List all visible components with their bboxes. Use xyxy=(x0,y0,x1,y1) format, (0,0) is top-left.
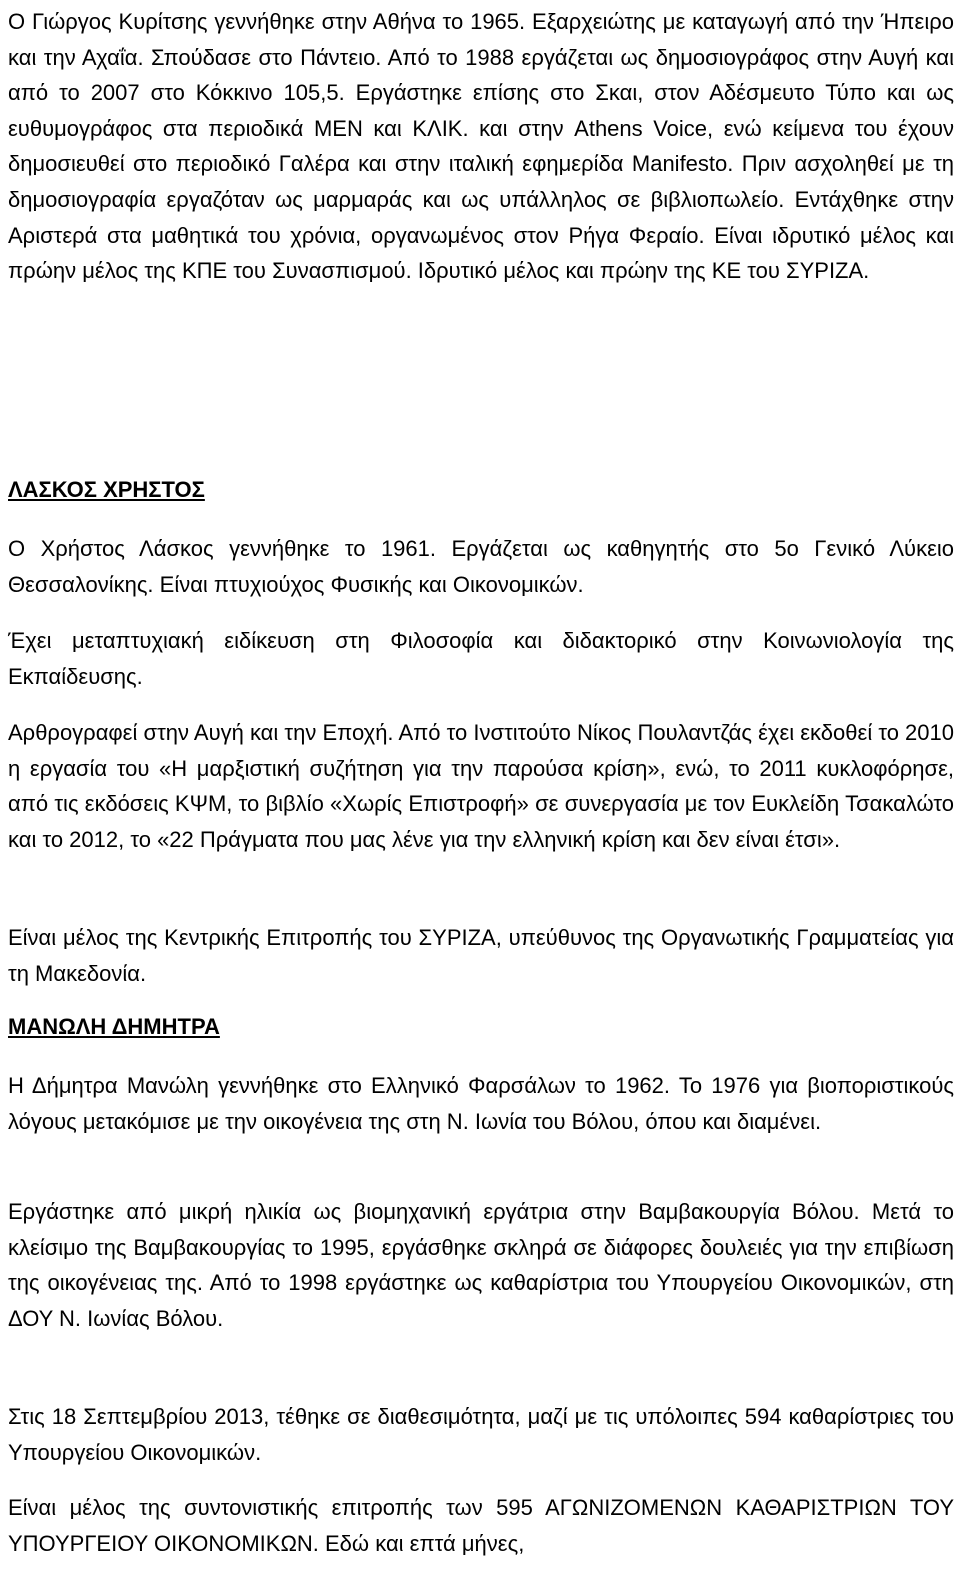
bio-laskos-paragraph-1: Ο Χρήστος Λάσκος γεννήθηκε το 1961. Εργάζεται ως καθηγητής στο 5ο Γενικό Λύκειο Θεσσαλονίκης. Είναι πτυχιούχος Φυσικής και Οικονομικών. xyxy=(8,536,954,597)
heading-laskos: ΛΑΣΚΟΣ ΧΡΗΣΤΟΣ xyxy=(8,477,205,502)
bio-manoli-paragraph-1: Η Δήμητρα Μανώλη γεννήθηκε στο Ελληνικό Φαρσάλων το 1962. Το 1976 για βιοποριστικούς λόγους μετακόμισε με την οικογένεια της στη Ν. Ιωνία του Βόλου, όπου και διαμένει. xyxy=(8,1073,954,1134)
heading-manoli: ΜΑΝΩΛΗ ΔΗΜΗΤΡΑ xyxy=(8,1014,220,1039)
bio-manoli-paragraph-2: Εργάστηκε από μικρή ηλικία ως βιομηχανική εργάτρια στην Βαμβακουργία Βόλου. Μετά το κλείσιμο της Βαμβακουργίας το 1995, εργάσθηκε σκληρά σε διάφορες δουλειές για την επιβίωση της οικογένειας της. Από το 1998 εργάστηκε ως καθαρίστρια του Υπουργείου Οικονομικών, στη ΔΟΥ Ν. Ιωνίας Βόλου. xyxy=(8,1199,954,1331)
bio-manoli-paragraph-4: Είναι μέλος της συντονιστικής επιτροπής των 595 ΑΓΩΝΙΖΟΜΕΝΩΝ ΚΑΘΑΡΙΣΤΡΙΩΝ ΤΟΥ ΥΠΟΥΡΓΕΙΟΥ ΟΙΚΟΝΟΜΙΚΩΝ. Εδώ και επτά μήνες, xyxy=(8,1495,954,1556)
bio-laskos-paragraph-3: Αρθρογραφεί στην Αυγή και την Εποχή. Από το Ινστιτούτο Νίκος Πουλαντζάς έχει εκδοθεί το 2010 η εργασία του «Η μαρξιστική συζήτηση για την παρούσα κρίση», ενώ, το 2011 κυκλοφόρησε, από τις εκδόσεις ΚΨΜ, το βιβλίο «Χωρίς Επιστροφή» σε συνεργασία με τον Ευκλείδη Τσακαλώτο και το 2012, το «22 Πράγματα που μας λένε για την ελληνική κρίση και δεν είναι έτσι». xyxy=(8,720,954,852)
bio-laskos-paragraph-4: Είναι μέλος της Κεντρικής Επιτροπής του ΣΥΡΙΖΑ, υπεύθυνος της Οργανωτικής Γραμματείας για τη Μακεδονία. xyxy=(8,925,954,986)
bio-laskos-paragraph-2: Έχει μεταπτυχιακή ειδίκευση στη Φιλοσοφία και διδακτορικό στην Κοινωνιολογία της Εκπαίδευσης. xyxy=(8,628,954,689)
bio-kyritsis-paragraph: Ο Γιώργος Κυρίτσης γεννήθηκε στην Αθήνα το 1965. Εξαρχειώτης με καταγωγή από την Ήπειρο και την Αχαΐα. Σπούδασε στο Πάντειο. Από το 1988 εργάζεται ως δημοσιογράφος στην Αυγή και από το 2007 στο Κόκκινο 105,5. Εργάστηκε επίσης στο Σκαι, στον Αδέσμευτο Τύπο και ως ευθυμογράφος στα περιοδικά ΜΕΝ και ΚΛΙΚ. και στην Athens Voice, ενώ κείμενα του έχουν δημοσιευθεί στο περιοδικό Γαλέρα και στην ιταλική εφημερίδα Manifesto. Πριν ασχοληθεί με τη δημοσιογραφία εργαζόταν ως μαρμαράς και ως υπάλληλος σε βιβλιοπωλείο. Εντάχθηκε στην Αριστερά στα μαθητικά του χρόνια, οργανωμένος στον Ρήγα Φεραίο. Είναι ιδρυτικό μέλος και πρώην μέλος της ΚΠΕ του Συνασπισμού. Ιδρυτικό μέλος και πρώην της ΚΕ του ΣΥΡΙΖΑ. xyxy=(8,9,954,284)
bio-manoli-paragraph-3: Στις 18 Σεπτεμβρίου 2013, τέθηκε σε διαθεσιμότητα, μαζί με τις υπόλοιπες 594 καθαρίστριες του Υπουργείου Οικονομικών. xyxy=(8,1404,954,1465)
